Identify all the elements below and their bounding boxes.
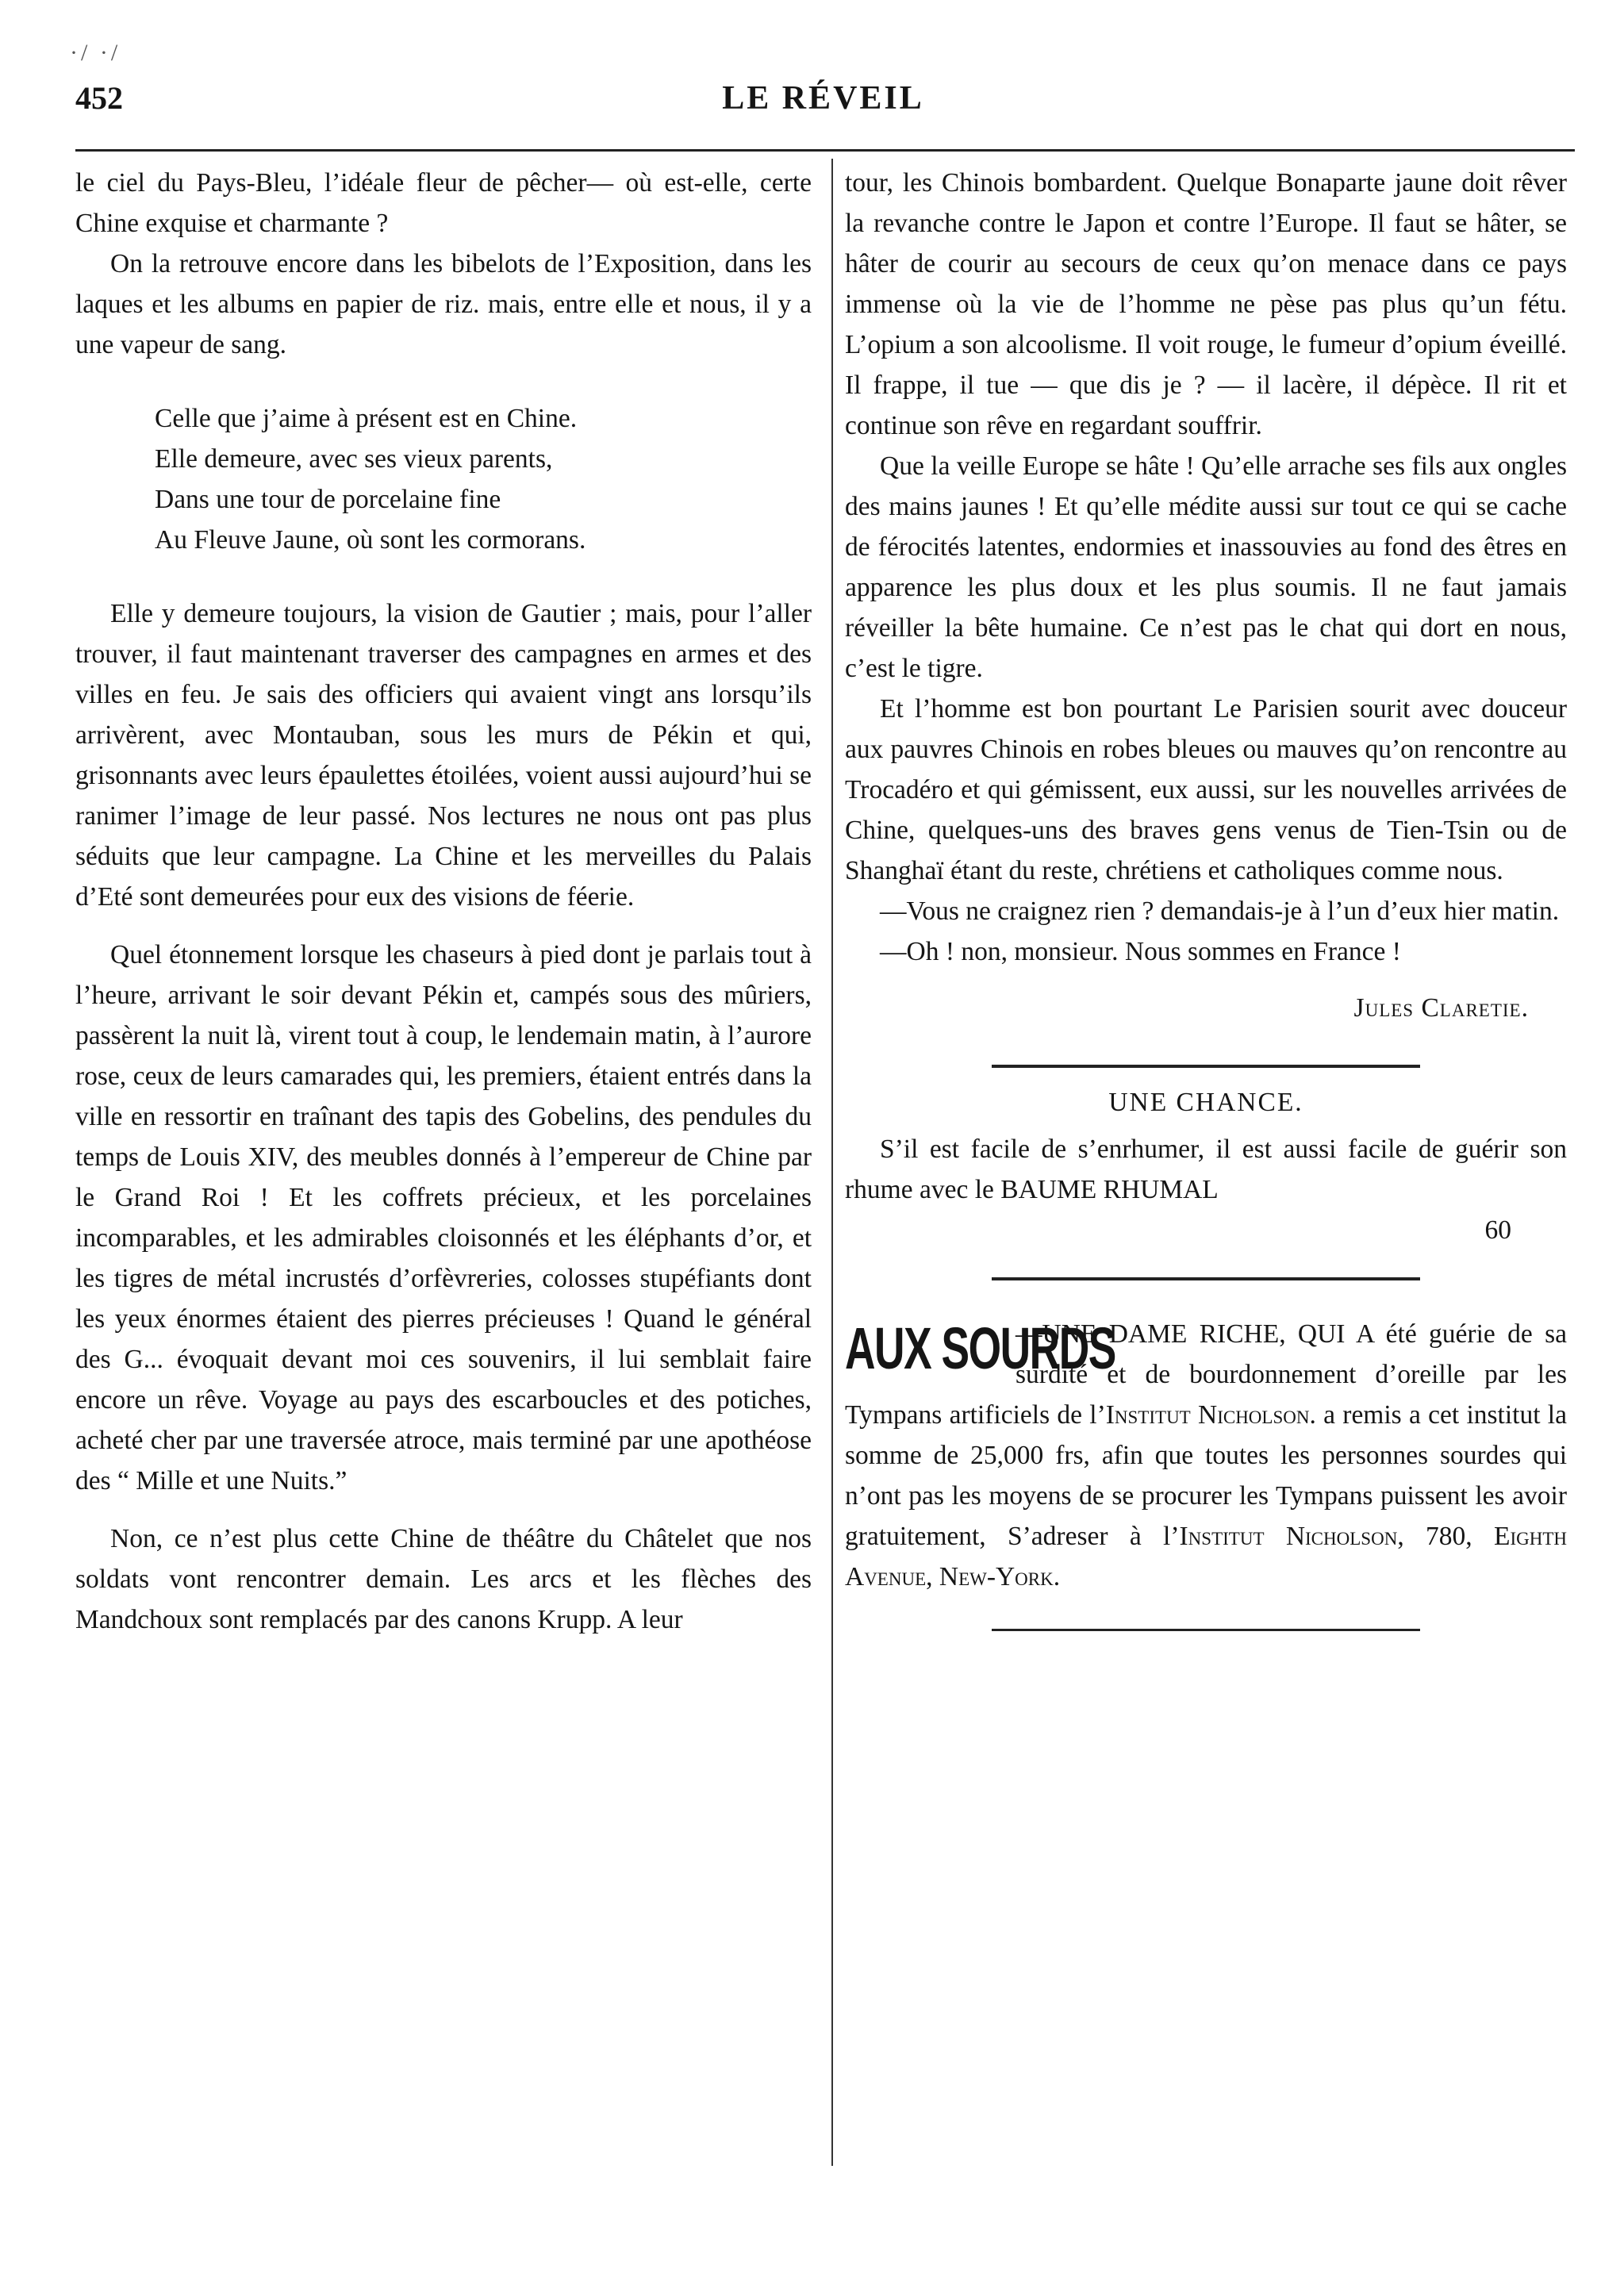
margin-marks: ·/ ·/ <box>70 40 121 66</box>
paragraph: On la retrouve encore dans les bibelots de l’Exposition, dans les laques et les albums en papier de riz. mais, entre elle et nous, il y a une vapeur de sang. <box>75 249 812 359</box>
notice-title: UNE CHANCE. <box>1108 1088 1303 1117</box>
paragraph: tour, les Chinois bombardent. Quelque Bonaparte jaune doit rêver la revanche contre le Japon et contre l’Europe. Il faut se hâter, se hâter de courir au secours de ceux qu’on menace dans ce pays immense où la vie de l’homme ne pèse pas plus qu’un fétu. L’opium a son alcoolisme. Il voit rouge, le fumeur d’opium éveillé. Il frappe, il tue — que dis je ? — il lacère, il dépèce. Il rit et continue son rêve en regardant souffrir. <box>845 168 1567 440</box>
section-rule <box>992 1065 1420 1068</box>
ad-address: Eighth Avenue, New-York. <box>845 1522 1567 1591</box>
section-rule <box>992 1629 1420 1631</box>
ad-text: , 780, <box>1397 1522 1494 1551</box>
ad-institute-name: Institut Nicholson <box>1105 1400 1310 1430</box>
paragraph: Que la veille Europe se hâte ! Qu’elle arrache ses fils aux ongles des mains jaunes ! Et qu’elle médite aussi sur tout ce qui se cache de férocités latentes, endormies et inassouvies au fond des êtres en apparence les plus doux et les plus soumis. Il ne faut jamais réveiller la bête humaine. Ce n’est pas le chat qui dort en nous, c’est le tigre. <box>845 451 1567 683</box>
column-divider <box>831 159 833 2166</box>
left-column <box>75 163 812 1640</box>
poem-line: Celle que j’aime à présent est en Chine. <box>155 404 578 433</box>
ad-institute-name: Institut Nicholson <box>1179 1522 1398 1551</box>
paragraph: Et l’homme est bon pourtant Le Parisien sourit avec douceur aux pauvres Chinois en robes bleues ou mauves qu’on rencontre au Trocadéro et qui gémissent, eux aussi, sur les nouvelles arrivées de Chine, quelques-uns des braves gens venus de Tien-Tsin ou de Shanghaï étant du reste, chrétiens et catholiques comme nous. <box>845 694 1567 885</box>
notice-text: S’il est facile de s’enrhumer, il est aussi facile de guérir son rhume avec le BAUME RHUMAL <box>845 1134 1567 1204</box>
paragraph: Quel étonnement lorsque les chaseurs à pied dont je parlais tout à l’heure, arrivant le soir devant Pékin et, campés sous des mûriers, passèrent la nuit là, virent tout à coup, le lendemain matin, à l’aurore rose, ceux de leurs camarades qui, les premiers, étaient entrés dans la ville en ressortir en traînant des tapis des Gobelins, des pendules du temps de Louis XIV, des meubles donnés à l’empereur de Chine par le Grand Roi ! Et les coffrets précieux, et les porcelaines incomparables, et les admirables cloisonnés et les éléphants d’or, et les tigres de métal incrustés d’orfèvreries, colosses stupéfiants dont les yeux énormes étaient des pierres précieuses ! Quand le général des G... évoquait devant moi ces souvenirs, il lui semblait faire encore un rêve. Voyage au pays des escarboucles et des potiches, acheté cher par une traversée atroce, mais terminé par une apothéose des “ Mille et une Nuits.” <box>75 940 812 1495</box>
section-rule <box>992 1277 1420 1280</box>
paragraph: —Vous ne craignez rien ? demandais-je à l’un d’eux hier matin. <box>880 896 1560 926</box>
poem-line: Elle demeure, avec ses vieux parents, <box>155 444 553 474</box>
ad-text: . a remis a cet institut la somme de 25,000 frs, afin que toutes les personnes sourdes qui n’ont pas les moyens de se procurer les Tympans puissent les avoir gratuitement, S’adreser à l’ <box>845 1400 1567 1551</box>
header-rule <box>75 149 1575 152</box>
page-header <box>75 79 1571 127</box>
paragraph: Non, ce n’est plus cette Chine de théâtre du Châtelet que nos soldats vont rencontrer demain. Les arcs et les flèches des Mandchoux sont remplacés par des canons Krupp. A leur <box>75 1524 812 1634</box>
poem-line: Dans une tour de porcelaine fine <box>155 485 501 514</box>
journal-title: LE RÉVEIL <box>722 80 924 117</box>
paragraph: —Oh ! non, monsieur. Nous sommes en France ! <box>880 937 1401 966</box>
author-signature: Jules Claretie. <box>1353 993 1529 1023</box>
poem-quote <box>155 398 812 560</box>
paragraph: le ciel du Pays-Bleu, l’idéale fleur de pêcher— où est-elle, certe Chine exquise et charmante ? <box>75 168 812 238</box>
advertisement <box>845 1314 1567 1597</box>
poem-line: Au Fleuve Jaune, où sont les cormorans. <box>155 525 586 555</box>
ad-headline: AUX SOURDS <box>845 1315 1115 1381</box>
right-column <box>845 163 1567 1631</box>
notice-number: 60 <box>1484 1215 1511 1245</box>
paragraph: Elle y demeure toujours, la vision de Gautier ; mais, pour l’aller trouver, il faut maintenant traverser des campagnes en armes et des villes en feu. Je sais des officiers qui avaient vingt ans lorsqu’ils arrivèrent, avec Montauban, sous les murs de Pékin et qui, grisonnants avec leurs épaulettes étoilées, voient aussi aujourd’hui se ranimer l’image de leur passé. Nos lectures ne nous ont pas plus séduits que leur campagne. La Chine et les merveilles du Palais d’Eté sont demeurées pour eux des visions de féerie. <box>75 599 812 912</box>
page-number: 452 <box>75 80 123 116</box>
ad-text: —UNE DAME RICHE, QUI A été guérie de sa surdité et de bourdonnement d’oreille par les Tympans artificiels de l’ <box>845 1319 1567 1430</box>
